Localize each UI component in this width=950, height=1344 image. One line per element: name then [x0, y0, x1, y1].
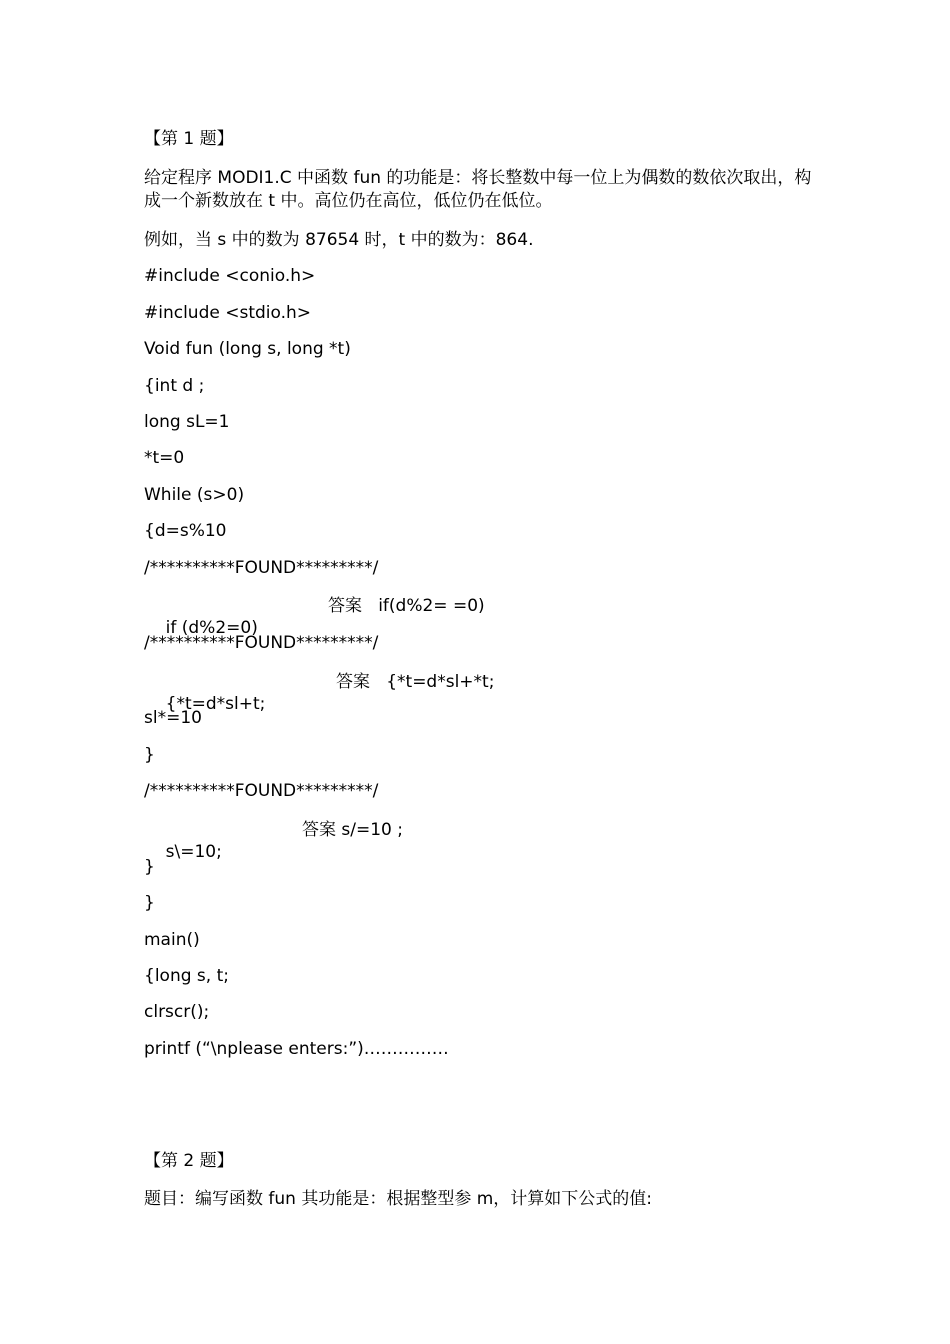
- found-marker: /**********FOUND*********/: [144, 633, 379, 653]
- code-line: {int d ;: [144, 376, 205, 396]
- code-line: }: [144, 857, 155, 877]
- code-line: While (s>0): [144, 485, 245, 505]
- q1-heading: 【第 1 题】: [144, 129, 234, 149]
- q1-example: 例如，当 s 中的数为 87654 时，t 中的数为：864.: [144, 230, 534, 250]
- code-line: *t=0: [144, 448, 185, 468]
- code-line: main(): [144, 930, 200, 950]
- code-text: {*t=d*sl+t;: [165, 694, 266, 714]
- code-line: {long s, t;: [144, 966, 229, 986]
- code-line: clrscr();: [144, 1002, 210, 1022]
- answer-text: 答案 {*t=d*sl+*t;: [336, 672, 495, 692]
- q2-description: 题目：编写函数 fun 其功能是：根据整型参 m，计算如下公式的值:: [144, 1189, 653, 1209]
- code-line: long sL=1: [144, 412, 230, 432]
- code-text: s\=10;: [165, 842, 222, 862]
- code-line-with-answer: [144, 819, 403, 907]
- found-marker: /**********FOUND*********/: [144, 781, 379, 801]
- code-line: printf (“\nplease enters:”)……………: [144, 1039, 449, 1059]
- answer-text: 答案 if(d%2= =0): [328, 596, 485, 616]
- code-line: {d=s%10: [144, 521, 227, 541]
- code-line: #include <stdio.h>: [144, 303, 312, 323]
- answer-text: 答案 s/=10 ;: [302, 820, 403, 840]
- q1-description: 给定程序 MODI1.C 中函数 fun 的功能是：将长整数中每一位上为偶数的数依次取出，构成一个新数放在 t 中。高位仍在高位，低位仍在低位。: [144, 168, 812, 211]
- code-line: sl*=10: [144, 708, 202, 728]
- code-line: Void fun (long s, long *t): [144, 339, 351, 359]
- code-line: }: [144, 893, 155, 913]
- code-line: }: [144, 745, 155, 765]
- code-line: #include <conio.h>: [144, 266, 316, 286]
- code-text: if (d%2=0): [165, 618, 258, 638]
- found-marker: /**********FOUND*********/: [144, 558, 379, 578]
- q2-heading: 【第 2 题】: [144, 1151, 234, 1171]
